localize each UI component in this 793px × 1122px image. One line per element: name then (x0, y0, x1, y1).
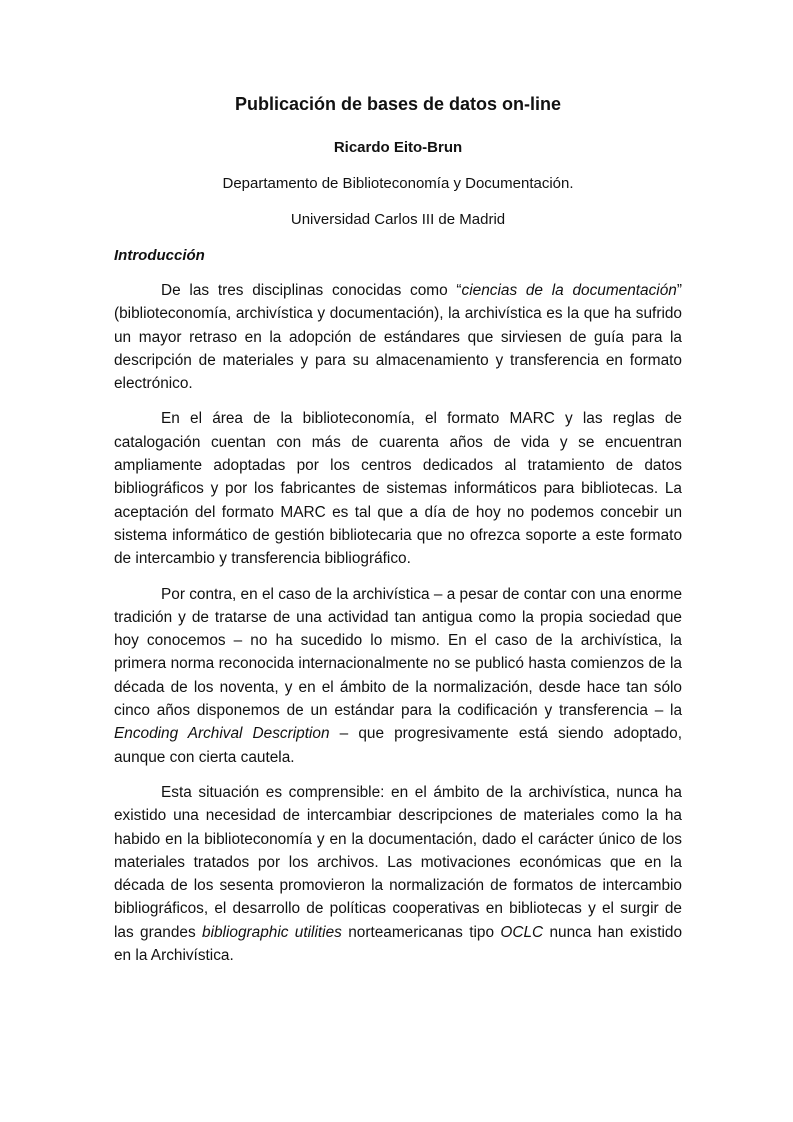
paragraph-4-emphasis-1: bibliographic utilities (202, 923, 342, 941)
document-title: Publicación de bases de datos on-line (234, 94, 562, 114)
paragraph-4-text-c: norteamericanas tipo (341, 923, 501, 941)
paragraph-3 (114, 583, 682, 769)
paragraph-3-text-a: Por contra, en el caso de la archivística – a pesar de contar con una enorme tradición y de tratarse de una actividad tan antigua como la propia sociedad que hoy conocemos – no ha sucedido lo mismo. En el caso de la archivística, la primera norma reconocida internacionalmente no se publicó hasta comienzos de la década de los noventa, y en el ámbito de la normalización, desde hace tan sólo cinco años disponemos de un estándar para la codificación y transferencia – la (114, 585, 683, 720)
paragraph-4-text-e: nunca han existido en la Archivística. (114, 923, 683, 965)
paragraph-4 (114, 781, 682, 967)
paragraph-1-emphasis: ciencias de la documentación (461, 282, 677, 299)
paragraph-1 (114, 279, 682, 395)
paragraph-1-text-c: ” (biblioteconomía, archivística y documentación), la archivística es la que ha sufrido un mayor retraso en la adopción de estándares que sirviesen de guía para la descripción de materiales y para su almacenamiento y transferencia en formato electrónico. (114, 282, 682, 393)
university-affiliation: Universidad Carlos III de Madrid (290, 211, 506, 228)
section-heading-introduccion: Introducción (114, 247, 205, 264)
paragraph-1-text-a: De las tres disciplinas conocidas como “ (161, 282, 462, 299)
paragraph-3-emphasis: Encoding Archival Description (114, 725, 330, 743)
paragraph-2: En el área de la biblioteconomía, el formato MARC y las reglas de catalogación cuentan con más de cuarenta años de vida y se encuentran ampliamente adoptadas por los centros dedicados al tratamiento de datos bibliográficos y por los fabricantes de sistemas informáticos para bibliotecas. La aceptación del formato MARC es tal que a día de hoy no podemos concebir un sistema informático de gestión bibliotecaria que no ofrezca soporte a este formato de intercambio y transferencia bibliográfico. (114, 410, 682, 568)
author-name: Ricardo Eito-Brun (333, 139, 463, 156)
paragraph-4-text-a: Esta situación es comprensible: en el ámbito de la archivística, nunca ha existido una necesidad de intercambiar descripciones de materiales como la ha habido en la biblioteconomía y en la documentación, dado el carácter único de los materiales tratados por los archivos. Las motivaciones económicas que en la década de los sesenta promovieron la normalización de formatos de intercambio bibliográficos, el desarrollo de políticas cooperativas en bibliotecas y el surgir de las grandes (114, 783, 682, 941)
paragraph-4-emphasis-2: OCLC (500, 923, 544, 941)
document-page (114, 92, 682, 979)
paragraph-3-text-c: – que progresivamente está siendo adoptado, aunque con cierta cautela. (114, 725, 682, 766)
department-affiliation: Departamento de Biblioteconomía y Documentación. (222, 175, 574, 192)
